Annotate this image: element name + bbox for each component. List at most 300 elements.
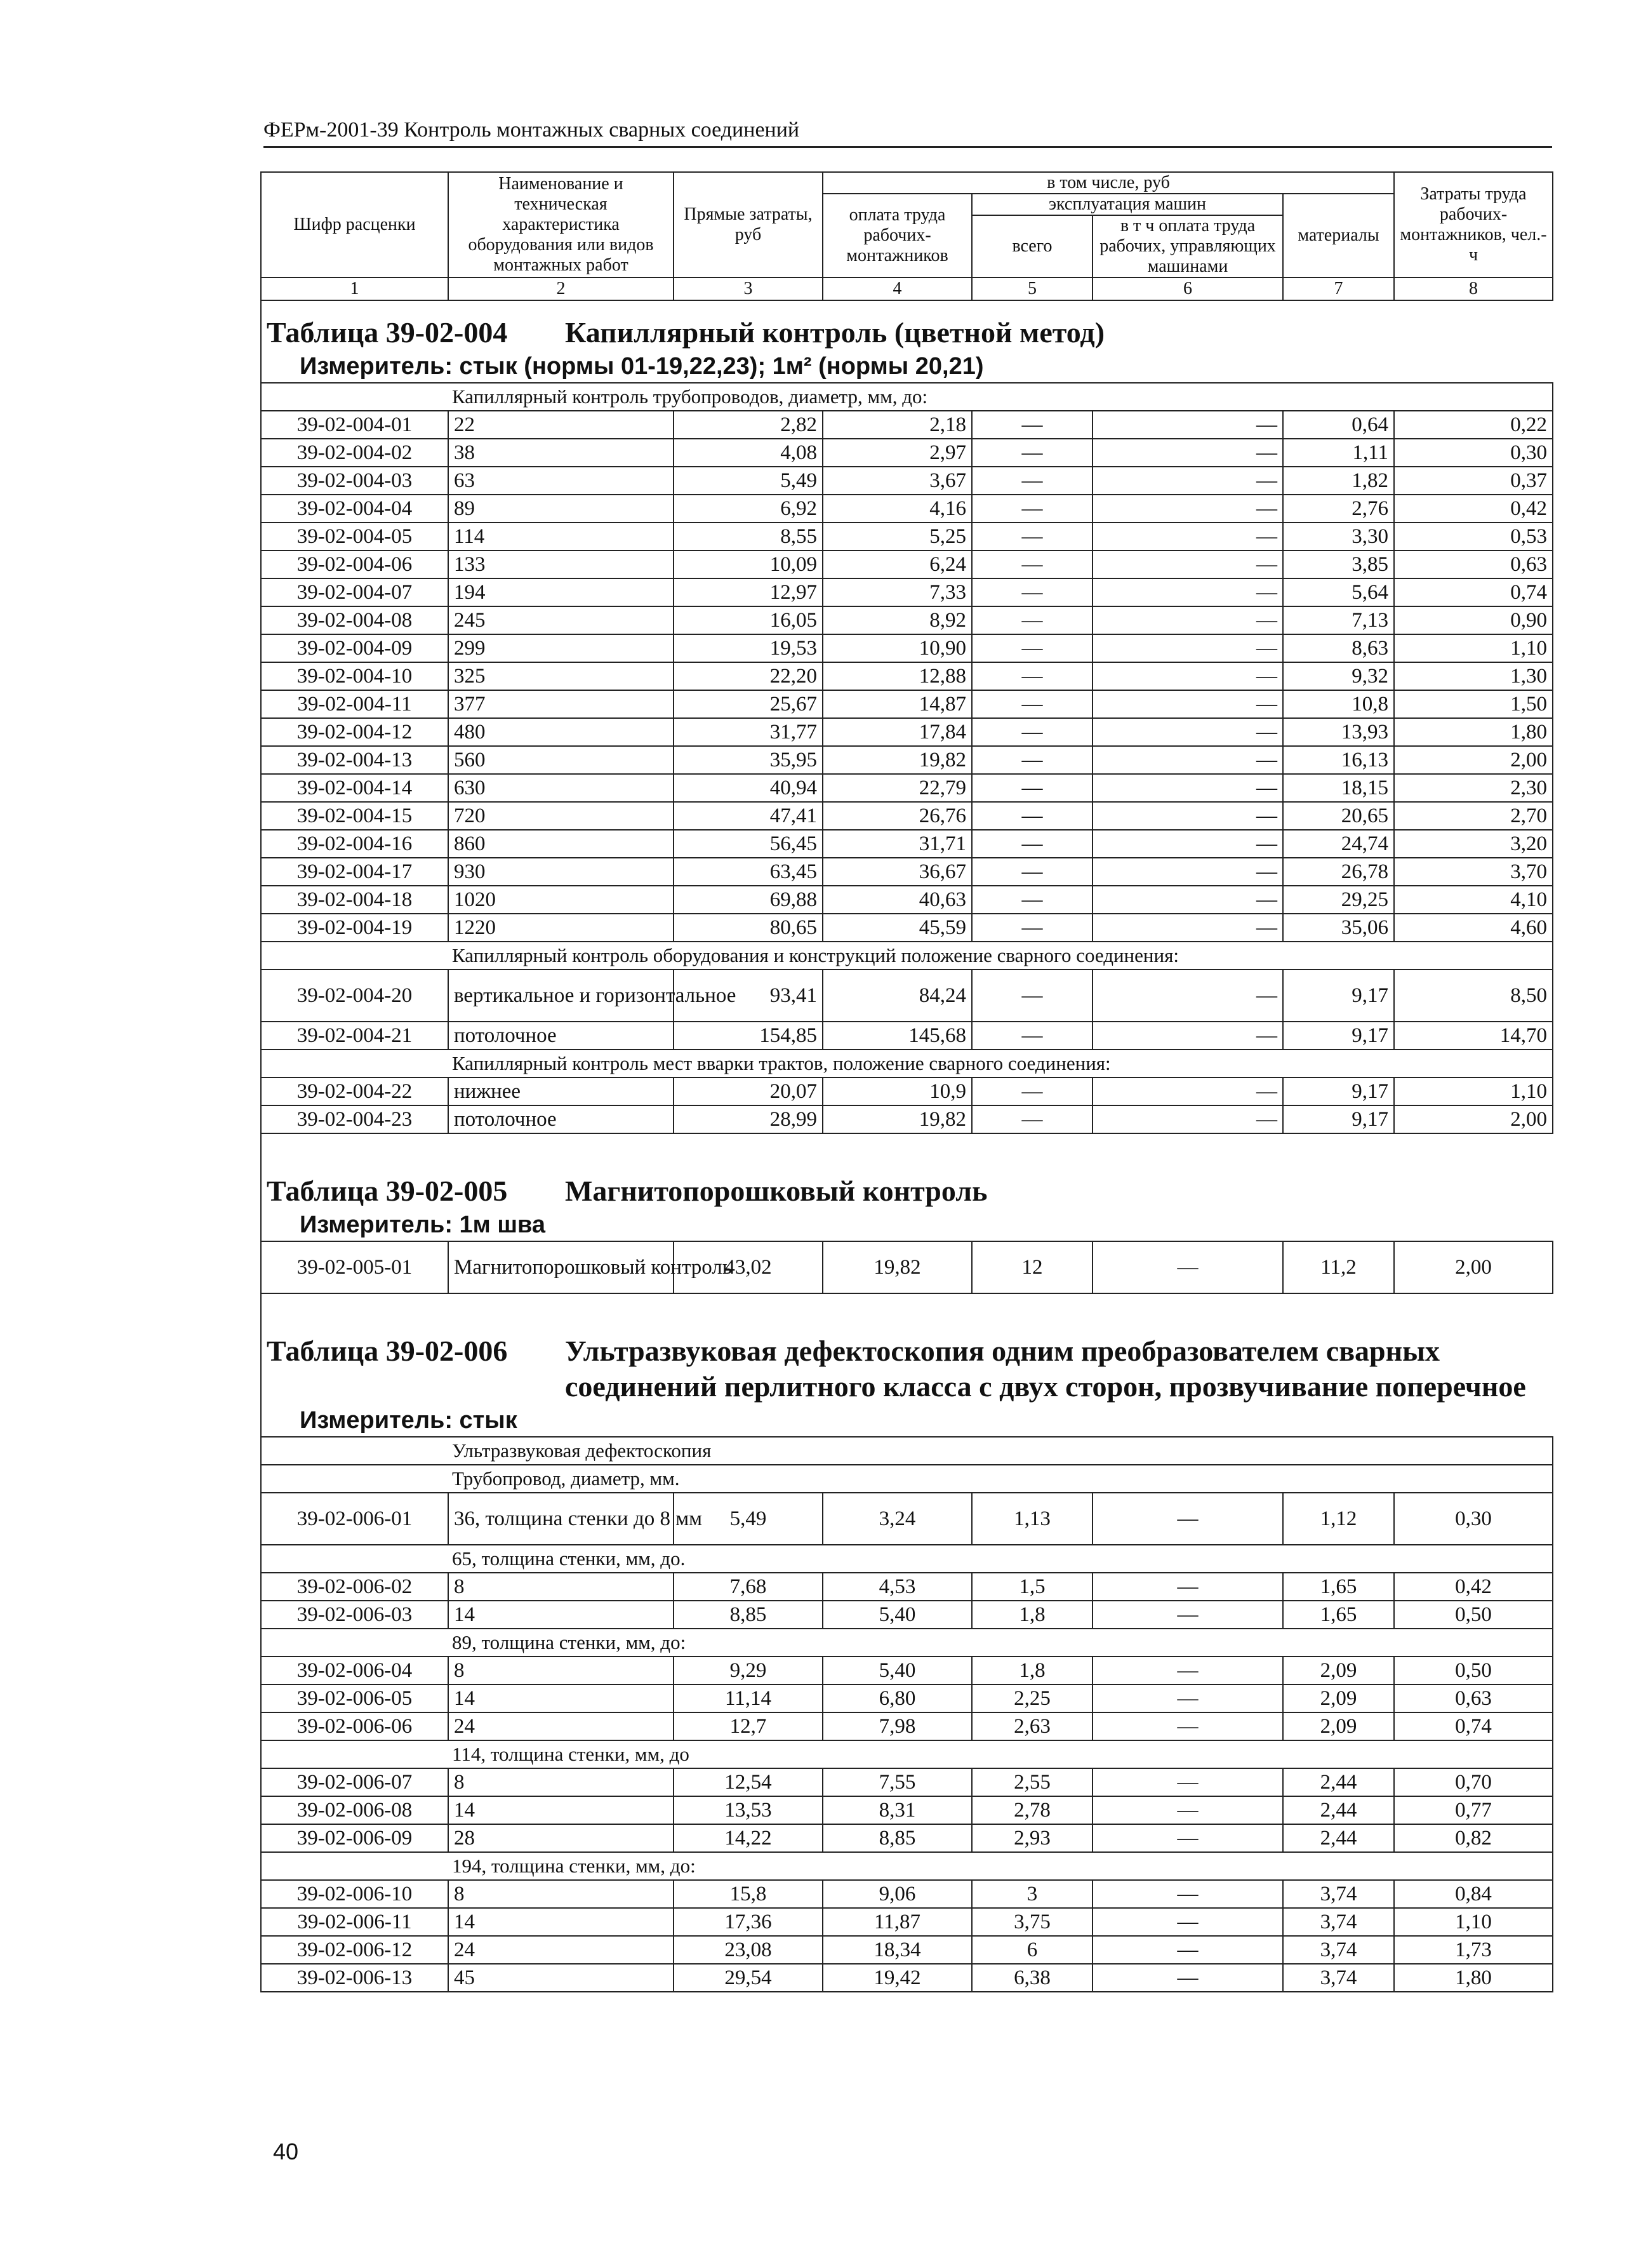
- machines-labor: —: [1093, 550, 1283, 578]
- machines-labor: —: [1093, 774, 1283, 802]
- machines-labor: —: [1093, 523, 1283, 550]
- labor-pay: 12,88: [823, 662, 972, 690]
- table-row: [261, 858, 1553, 886]
- machines-labor: —: [1093, 1964, 1283, 1992]
- table-row: [261, 1964, 1553, 1992]
- rate-code: 39-02-004-16: [261, 830, 448, 858]
- labor-pay: 5,40: [823, 1657, 972, 1684]
- labor-pay: 7,33: [823, 578, 972, 606]
- machines-total: —: [972, 802, 1093, 830]
- rate-code: 39-02-006-10: [261, 1880, 448, 1908]
- direct-cost: 93,41: [674, 970, 823, 1022]
- table-row: [261, 1768, 1553, 1796]
- page-header: ФЕРм-2001-39 Контроль монтажных сварных соединений: [263, 118, 1552, 148]
- machines-total: —: [972, 439, 1093, 467]
- direct-cost: 6,92: [674, 495, 823, 523]
- machines-labor: —: [1093, 1077, 1283, 1105]
- labor-pay: 40,63: [823, 886, 972, 914]
- machines-total: 6,38: [972, 1964, 1093, 1992]
- materials: 2,44: [1283, 1768, 1394, 1796]
- direct-cost: 19,53: [674, 634, 823, 662]
- labor-cost: 0,53: [1394, 523, 1553, 550]
- materials: 9,17: [1283, 1105, 1394, 1133]
- machines-labor: —: [1093, 1796, 1283, 1824]
- materials: 35,06: [1283, 914, 1394, 942]
- machines-total: 1,5: [972, 1573, 1093, 1601]
- machines-total: —: [972, 495, 1093, 523]
- machines-total: 2,78: [972, 1796, 1093, 1824]
- machines-total: 1,8: [972, 1657, 1093, 1684]
- rates-table: [260, 171, 1553, 1992]
- group-text: 114, толщина стенки, мм, до: [261, 1740, 1553, 1768]
- materials: 2,44: [1283, 1824, 1394, 1852]
- materials: 20,65: [1283, 802, 1394, 830]
- work-name: 45: [448, 1964, 674, 1992]
- machines-total: —: [972, 1077, 1093, 1105]
- work-name: 245: [448, 606, 674, 634]
- machines-total: —: [972, 411, 1093, 439]
- materials: 11,2: [1283, 1241, 1394, 1293]
- machines-total: —: [972, 858, 1093, 886]
- machines-total: —: [972, 467, 1093, 495]
- table-name: Ультразвуковая дефектоскопия одним преобразователем сварных соединений перлитного класса с двух сторон, прозвучивание поперечное: [565, 1335, 1526, 1403]
- materials: 9,17: [1283, 1022, 1394, 1050]
- machines-labor: —: [1093, 1105, 1283, 1133]
- labor-cost: 0,50: [1394, 1657, 1553, 1684]
- measure-text: Измеритель: стык (нормы 01-19,22,23); 1м² (нормы 20,21): [261, 350, 1553, 383]
- machines-labor: —: [1093, 690, 1283, 718]
- direct-cost: 56,45: [674, 830, 823, 858]
- labor-pay: 19,82: [823, 1241, 972, 1293]
- work-name: 1220: [448, 914, 674, 942]
- labor-pay: 2,18: [823, 411, 972, 439]
- rate-code: 39-02-004-07: [261, 578, 448, 606]
- group-row: [261, 1050, 1553, 1077]
- work-name: 14: [448, 1796, 674, 1824]
- labor-cost: 2,70: [1394, 802, 1553, 830]
- col-incl-header: в том числе, руб: [823, 172, 1394, 194]
- labor-pay: 6,24: [823, 550, 972, 578]
- work-name: 28: [448, 1824, 674, 1852]
- machines-total: —: [972, 550, 1093, 578]
- machines-total: 2,55: [972, 1768, 1093, 1796]
- col-number: 1: [261, 277, 448, 300]
- direct-cost: 7,68: [674, 1573, 823, 1601]
- labor-pay: 18,34: [823, 1936, 972, 1964]
- rate-code: 39-02-004-08: [261, 606, 448, 634]
- materials: 10,8: [1283, 690, 1394, 718]
- rate-code: 39-02-006-02: [261, 1573, 448, 1601]
- labor-cost: 8,50: [1394, 970, 1553, 1022]
- col-number: 5: [972, 277, 1093, 300]
- group-row: [261, 1465, 1553, 1493]
- table-row: [261, 439, 1553, 467]
- work-name: 114: [448, 523, 674, 550]
- column-number-row: [261, 277, 1553, 300]
- direct-cost: 13,53: [674, 1796, 823, 1824]
- labor-pay: 3,24: [823, 1493, 972, 1545]
- col-number: 8: [1394, 277, 1553, 300]
- machines-labor: —: [1093, 606, 1283, 634]
- labor-cost: 0,82: [1394, 1824, 1553, 1852]
- machines-labor: —: [1093, 634, 1283, 662]
- col-labor-pay-header: оплата труда рабочих-монтажников: [823, 194, 972, 277]
- work-name: 22: [448, 411, 674, 439]
- direct-cost: 5,49: [674, 1493, 823, 1545]
- labor-cost: 0,84: [1394, 1880, 1553, 1908]
- direct-cost: 40,94: [674, 774, 823, 802]
- work-name: 14: [448, 1684, 674, 1712]
- col-number: 7: [1283, 277, 1394, 300]
- col-machines-total-header: всего: [972, 215, 1093, 277]
- machines-labor: —: [1093, 1880, 1283, 1908]
- work-name: 720: [448, 802, 674, 830]
- labor-cost: 0,42: [1394, 495, 1553, 523]
- work-name: 860: [448, 830, 674, 858]
- labor-pay: 4,53: [823, 1573, 972, 1601]
- group-row: [261, 1852, 1553, 1880]
- machines-labor: —: [1093, 1936, 1283, 1964]
- machines-labor: —: [1093, 914, 1283, 942]
- machines-total: —: [972, 886, 1093, 914]
- rate-code: 39-02-004-18: [261, 886, 448, 914]
- table-name: Капиллярный контроль (цветной метод): [565, 316, 1105, 349]
- labor-pay: 2,97: [823, 439, 972, 467]
- materials: 5,64: [1283, 578, 1394, 606]
- work-name: 8: [448, 1573, 674, 1601]
- machines-labor: —: [1093, 1601, 1283, 1629]
- table-row: [261, 1936, 1553, 1964]
- table-row: [261, 886, 1553, 914]
- rate-code: 39-02-004-23: [261, 1105, 448, 1133]
- work-name: 24: [448, 1712, 674, 1740]
- direct-cost: 15,8: [674, 1880, 823, 1908]
- rate-code: 39-02-006-13: [261, 1964, 448, 1992]
- work-name: потолочное: [448, 1105, 674, 1133]
- machines-labor: —: [1093, 1824, 1283, 1852]
- machines-labor: —: [1093, 718, 1283, 746]
- direct-cost: 16,05: [674, 606, 823, 634]
- rate-code: 39-02-004-02: [261, 439, 448, 467]
- rate-code: 39-02-004-04: [261, 495, 448, 523]
- labor-cost: 1,10: [1394, 1077, 1553, 1105]
- table-row: [261, 523, 1553, 550]
- rate-code: 39-02-004-17: [261, 858, 448, 886]
- labor-pay: 7,55: [823, 1768, 972, 1796]
- materials: 9,17: [1283, 970, 1394, 1022]
- rate-code: 39-02-006-05: [261, 1684, 448, 1712]
- materials: 3,30: [1283, 523, 1394, 550]
- rate-code: 39-02-004-06: [261, 550, 448, 578]
- group-text: 194, толщина стенки, мм, до:: [261, 1852, 1553, 1880]
- labor-cost: 0,70: [1394, 1768, 1553, 1796]
- labor-pay: 45,59: [823, 914, 972, 942]
- labor-pay: 10,9: [823, 1077, 972, 1105]
- measure-text: Измеритель: 1м шва: [261, 1209, 1553, 1241]
- table-row: [261, 1022, 1553, 1050]
- direct-cost: 5,49: [674, 467, 823, 495]
- materials: 3,74: [1283, 1908, 1394, 1936]
- labor-cost: 0,30: [1394, 1493, 1553, 1545]
- labor-cost: 0,42: [1394, 1573, 1553, 1601]
- table-row: [261, 970, 1553, 1022]
- rate-code: 39-02-004-20: [261, 970, 448, 1022]
- labor-cost: 2,00: [1394, 746, 1553, 774]
- rate-code: 39-02-006-04: [261, 1657, 448, 1684]
- work-name: 1020: [448, 886, 674, 914]
- rate-code: 39-02-004-10: [261, 662, 448, 690]
- direct-cost: 29,54: [674, 1964, 823, 1992]
- labor-cost: 0,74: [1394, 578, 1553, 606]
- direct-cost: 31,77: [674, 718, 823, 746]
- group-text: 89, толщина стенки, мм, до:: [261, 1629, 1553, 1657]
- materials: 1,12: [1283, 1493, 1394, 1545]
- group-text: Трубопровод, диаметр, мм.: [261, 1465, 1553, 1493]
- machines-total: 3: [972, 1880, 1093, 1908]
- materials: 9,32: [1283, 662, 1394, 690]
- labor-cost: 4,10: [1394, 886, 1553, 914]
- direct-cost: 9,29: [674, 1657, 823, 1684]
- labor-pay: 5,25: [823, 523, 972, 550]
- materials: 0,64: [1283, 411, 1394, 439]
- table-row: [261, 578, 1553, 606]
- rate-code: 39-02-006-09: [261, 1824, 448, 1852]
- group-row: [261, 1437, 1553, 1465]
- labor-cost: 0,30: [1394, 439, 1553, 467]
- labor-pay: 9,06: [823, 1880, 972, 1908]
- rate-code: 39-02-006-11: [261, 1908, 448, 1936]
- work-name: 299: [448, 634, 674, 662]
- machines-labor: —: [1093, 1657, 1283, 1684]
- materials: 8,63: [1283, 634, 1394, 662]
- col-number: 6: [1093, 277, 1283, 300]
- direct-cost: 20,07: [674, 1077, 823, 1105]
- rate-code: 39-02-004-01: [261, 411, 448, 439]
- table-id: Таблица 39-02-004: [267, 316, 508, 349]
- table-row: [261, 1880, 1553, 1908]
- col-labor-cost-header: Затраты труда рабочих-монтажников, чел.-ч: [1394, 172, 1553, 277]
- labor-cost: 3,20: [1394, 830, 1553, 858]
- labor-cost: 0,63: [1394, 550, 1553, 578]
- table-row: [261, 467, 1553, 495]
- labor-cost: 1,80: [1394, 718, 1553, 746]
- table-row: [261, 495, 1553, 523]
- machines-labor: —: [1093, 1768, 1283, 1796]
- work-name: 14: [448, 1601, 674, 1629]
- labor-cost: 2,00: [1394, 1105, 1553, 1133]
- group-text: Капиллярный контроль оборудования и конструкций положение сварного соединения:: [261, 942, 1553, 970]
- table-title-006: [261, 1319, 1553, 1404]
- machines-total: —: [972, 634, 1093, 662]
- work-name: 930: [448, 858, 674, 886]
- machines-labor: —: [1093, 495, 1283, 523]
- machines-total: —: [972, 718, 1093, 746]
- machines-total: —: [972, 830, 1093, 858]
- labor-pay: 11,87: [823, 1908, 972, 1936]
- labor-pay: 5,40: [823, 1601, 972, 1629]
- rate-code: 39-02-004-22: [261, 1077, 448, 1105]
- materials: 26,78: [1283, 858, 1394, 886]
- materials: 2,09: [1283, 1657, 1394, 1684]
- direct-cost: 4,08: [674, 439, 823, 467]
- table-row: [261, 1493, 1553, 1545]
- labor-cost: 3,70: [1394, 858, 1553, 886]
- col-code-header: Шифр расценки: [261, 172, 448, 277]
- direct-cost: 11,14: [674, 1684, 823, 1712]
- labor-pay: 84,24: [823, 970, 972, 1022]
- labor-cost: 0,50: [1394, 1601, 1553, 1629]
- labor-pay: 36,67: [823, 858, 972, 886]
- direct-cost: 69,88: [674, 886, 823, 914]
- rate-code: 39-02-004-19: [261, 914, 448, 942]
- table-row: [261, 830, 1553, 858]
- machines-labor: —: [1093, 1022, 1283, 1050]
- work-name: 133: [448, 550, 674, 578]
- rate-code: 39-02-006-12: [261, 1936, 448, 1964]
- table-body: [261, 300, 1553, 1992]
- labor-cost: 0,74: [1394, 1712, 1553, 1740]
- work-name: 8: [448, 1880, 674, 1908]
- direct-cost: 12,7: [674, 1712, 823, 1740]
- direct-cost: 80,65: [674, 914, 823, 942]
- materials: 1,82: [1283, 467, 1394, 495]
- col-machines-header: эксплуатация машин: [972, 194, 1283, 215]
- direct-cost: 14,22: [674, 1824, 823, 1852]
- machines-total: —: [972, 774, 1093, 802]
- table-row: [261, 1105, 1553, 1133]
- work-name: 480: [448, 718, 674, 746]
- machines-labor: —: [1093, 439, 1283, 467]
- group-text: Ультразвуковая дефектоскопия: [261, 1437, 1553, 1465]
- labor-pay: 6,80: [823, 1684, 972, 1712]
- col-direct-header: Прямые затраты, руб: [674, 172, 823, 277]
- group-row: [261, 942, 1553, 970]
- labor-pay: 17,84: [823, 718, 972, 746]
- labor-cost: 1,80: [1394, 1964, 1553, 1992]
- materials: 13,93: [1283, 718, 1394, 746]
- rate-code: 39-02-005-01: [261, 1241, 448, 1293]
- direct-cost: 47,41: [674, 802, 823, 830]
- machines-total: —: [972, 690, 1093, 718]
- materials: 1,65: [1283, 1573, 1394, 1601]
- labor-cost: 2,00: [1394, 1241, 1553, 1293]
- col-materials-header: материалы: [1283, 194, 1394, 277]
- work-name: 560: [448, 746, 674, 774]
- materials: 24,74: [1283, 830, 1394, 858]
- machines-total: —: [972, 970, 1093, 1022]
- work-name: 63: [448, 467, 674, 495]
- direct-cost: 43,02: [674, 1241, 823, 1293]
- labor-pay: 3,67: [823, 467, 972, 495]
- table-row: [261, 606, 1553, 634]
- machines-labor: —: [1093, 1712, 1283, 1740]
- col-name-header: Наименование и техническая характеристика оборудования или видов монтажных работ: [448, 172, 674, 277]
- labor-cost: 0,63: [1394, 1684, 1553, 1712]
- machines-total: —: [972, 1022, 1093, 1050]
- direct-cost: 10,09: [674, 550, 823, 578]
- materials: 9,17: [1283, 1077, 1394, 1105]
- rate-code: 39-02-004-21: [261, 1022, 448, 1050]
- materials: 16,13: [1283, 746, 1394, 774]
- machines-total: 3,75: [972, 1908, 1093, 1936]
- labor-pay: 22,79: [823, 774, 972, 802]
- table-id: Таблица 39-02-005: [267, 1175, 508, 1207]
- labor-pay: 26,76: [823, 802, 972, 830]
- rate-code: 39-02-006-03: [261, 1601, 448, 1629]
- work-name: вертикальное и горизонтальное: [448, 970, 674, 1022]
- rate-code: 39-02-006-06: [261, 1712, 448, 1740]
- table-row: [261, 634, 1553, 662]
- table-row: [261, 411, 1553, 439]
- labor-pay: 8,92: [823, 606, 972, 634]
- labor-cost: 0,90: [1394, 606, 1553, 634]
- machines-labor: —: [1093, 1684, 1283, 1712]
- machines-labor: —: [1093, 662, 1283, 690]
- table-row: [261, 914, 1553, 942]
- group-text: Капиллярный контроль трубопроводов, диаметр, мм, до:: [261, 383, 1553, 411]
- direct-cost: 154,85: [674, 1022, 823, 1050]
- group-text: Капиллярный контроль мест вварки трактов, положение сварного соединения:: [261, 1050, 1553, 1077]
- labor-pay: 8,85: [823, 1824, 972, 1852]
- direct-cost: 8,85: [674, 1601, 823, 1629]
- machines-total: —: [972, 578, 1093, 606]
- machines-total: 6: [972, 1936, 1093, 1964]
- table-title-005: [261, 1159, 1553, 1209]
- machines-total: —: [972, 914, 1093, 942]
- machines-labor: —: [1093, 411, 1283, 439]
- machines-labor: —: [1093, 830, 1283, 858]
- labor-cost: 1,30: [1394, 662, 1553, 690]
- page-number: 40: [273, 2138, 299, 2165]
- labor-pay: 8,31: [823, 1796, 972, 1824]
- table-row: [261, 774, 1553, 802]
- table-row: [261, 1712, 1553, 1740]
- work-name: потолочное: [448, 1022, 674, 1050]
- machines-total: 1,13: [972, 1493, 1093, 1545]
- machines-total: 1,8: [972, 1601, 1093, 1629]
- materials: 3,74: [1283, 1880, 1394, 1908]
- group-text: 65, толщина стенки, мм, до.: [261, 1545, 1553, 1573]
- materials: 3,74: [1283, 1936, 1394, 1964]
- rate-code: 39-02-004-03: [261, 467, 448, 495]
- rate-code: 39-02-004-11: [261, 690, 448, 718]
- machines-labor: —: [1093, 802, 1283, 830]
- labor-cost: 1,50: [1394, 690, 1553, 718]
- machines-total: —: [972, 523, 1093, 550]
- machines-total: 12: [972, 1241, 1093, 1293]
- labor-pay: 7,98: [823, 1712, 972, 1740]
- work-name: 194: [448, 578, 674, 606]
- table-title-004: [261, 300, 1553, 350]
- measure-text: Измеритель: стык: [261, 1404, 1553, 1437]
- machines-labor: —: [1093, 1573, 1283, 1601]
- materials: 2,44: [1283, 1796, 1394, 1824]
- materials: 1,11: [1283, 439, 1394, 467]
- table-name: Магнитопорошковый контроль: [565, 1175, 988, 1207]
- rate-code: 39-02-004-14: [261, 774, 448, 802]
- labor-pay: 19,42: [823, 1964, 972, 1992]
- materials: 3,74: [1283, 1964, 1394, 1992]
- machines-labor: —: [1093, 886, 1283, 914]
- labor-cost: 1,10: [1394, 634, 1553, 662]
- measure-006: [261, 1404, 1553, 1437]
- machines-total: 2,93: [972, 1824, 1093, 1852]
- table-row: [261, 746, 1553, 774]
- materials: 2,09: [1283, 1684, 1394, 1712]
- direct-cost: 22,20: [674, 662, 823, 690]
- labor-pay: 19,82: [823, 746, 972, 774]
- col-number: 2: [448, 277, 674, 300]
